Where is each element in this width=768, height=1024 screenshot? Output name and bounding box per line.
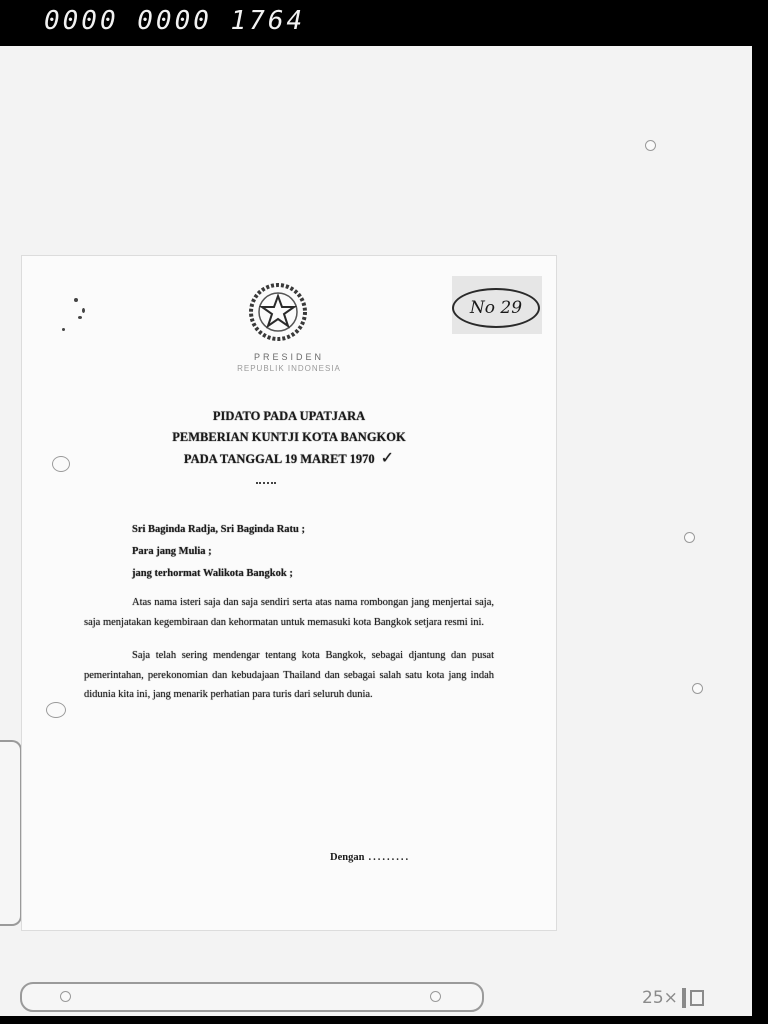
sheet-hole [645, 140, 656, 151]
sheet-hole [692, 683, 703, 694]
reduction-label: 25× [642, 988, 678, 1008]
bottom-binding-tab [20, 982, 484, 1012]
continuation-catchword [330, 852, 410, 863]
document-page [22, 256, 556, 930]
paragraph: Atas nama isteri saja dan saja sendiri serta atas nama rombongan jang menjertai saja, saja menjatakan kegembiraan dan kehormatan untuk memasuki kota Bangkok setjara resmi ini. [84, 597, 494, 628]
salutation: Sri Baginda Radja, Sri Baginda Ratu ; [132, 524, 305, 535]
salutation: Para jang Mulia ; [132, 546, 212, 557]
title-line: PEMBERIAN KUNTJI KOTA BANGKOK [172, 430, 406, 444]
garuda-star-seal-icon [248, 282, 308, 342]
title-divider [256, 482, 276, 484]
number-stamp [452, 276, 542, 334]
paragraph: Saja telah sering mendengar tentang kota Bangkok, sebagai djantung dan pusat pemerintahan, perekonomian dan kebudajaan Thailand dan sebagai salah satu kota jang indah didunia kita ini, jang menarik perhatian para turis dari seluruh dunia. [84, 650, 494, 700]
check-mark-icon: ✓ [380, 450, 395, 467]
reduction-square-icon [690, 990, 704, 1006]
reduction-bar-icon [682, 988, 686, 1008]
catchword-dots: ......... [368, 852, 411, 863]
stamp-label: No 29 [469, 298, 523, 318]
title-line: PADA TANGGAL 19 MARET 1970 [183, 452, 375, 466]
title-line: PIDATO PADA UPATJARA [212, 409, 366, 423]
letterhead-title: PRESIDEN [253, 352, 324, 362]
sheet-hole [684, 532, 695, 543]
left-binding-tab [0, 740, 22, 926]
catchword: Dengan [330, 852, 365, 863]
film-sheet [0, 46, 752, 1016]
letterhead-subtitle: REPUBLIK INDONESIA [237, 364, 341, 373]
letter-body [84, 524, 494, 705]
speech-title [22, 406, 556, 470]
punch-hole [46, 702, 66, 718]
reduction-mark [642, 988, 704, 1008]
film-frame-code: 0000 0000 1764 [44, 6, 306, 36]
salutation: jang terhormat Walikota Bangkok ; [132, 568, 293, 579]
